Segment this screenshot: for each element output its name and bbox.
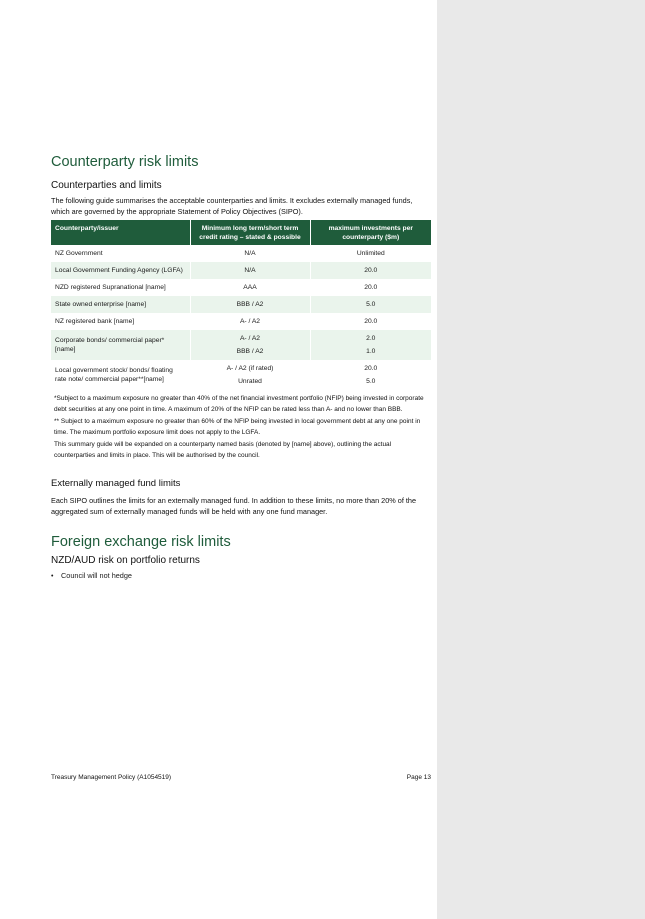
list-item-text: Council will not hedge: [61, 571, 132, 580]
cell-issuer: Corporate bonds/ commercial paper* [name]: [51, 330, 190, 360]
cell-max-line: 2.0: [366, 335, 376, 342]
table-header-row: [51, 220, 431, 245]
section-heading-foreign-exchange-risk-limits: Foreign exchange risk limits: [51, 534, 231, 550]
cell-issuer: NZ registered bank [name]: [55, 318, 135, 325]
cell-issuer: State owned enterprise [name]: [51, 296, 190, 313]
cell-issuer: Local government stock/ bonds/ floating rate note/ commercial paper**[name]: [55, 367, 173, 383]
footer-document-title: Treasury Management Policy (A1054519): [51, 774, 172, 781]
cell-issuer: NZD registered Supranational [name]: [55, 284, 166, 291]
cell-issuer: NZ Government: [55, 250, 103, 257]
cell-max: 20.0: [310, 313, 431, 330]
cell-rating: N/A: [190, 245, 310, 262]
cell-max: 20.0: [310, 262, 431, 279]
comment-pane: [437, 0, 645, 919]
list-item: [51, 570, 431, 582]
cell-rating: N/A: [190, 262, 310, 279]
cell-max: Unlimited: [310, 245, 431, 262]
table-row: [51, 360, 431, 390]
cell-max: [310, 330, 431, 360]
section-heading-counterparty-risk-limits: Counterparty risk limits: [51, 154, 199, 170]
column-header-counterparty: Counterparty/issuer: [51, 220, 190, 245]
note-local-government-debt: ** Subject to a maximum exposure no greater than 60% of the NFIP being invested in local government debt at any one point in time. The maximum portfolio exposure limit does not apply to the LGFA.: [54, 418, 421, 436]
cell-rating-line: Unrated: [238, 378, 262, 385]
cell-rating: A- / A2: [190, 313, 310, 330]
cell-rating: BBB / A2: [190, 296, 310, 313]
cell-rating: AAA: [190, 279, 310, 296]
cell-max: [310, 360, 431, 390]
subheading-nzd-aud-risk: NZD/AUD risk on portfolio returns: [51, 555, 200, 566]
table-row: [51, 313, 431, 330]
note-summary-guide: This summary guide will be expanded on a counterparty named basis (denoted by [name] above), outlining the actual counterparties and limits in place. This will be authorised by the council.: [54, 441, 392, 459]
table-row: [51, 245, 431, 262]
counterparty-limits-table: [51, 220, 431, 390]
column-header-max-investment: maximum investments per counterparty ($m): [310, 220, 431, 245]
page-footer: [51, 773, 431, 782]
cell-rating-line: A- / A2 (if rated): [226, 365, 274, 372]
intro-paragraph: The following guide summarises the acceptable counterparties and limits. It excludes externally managed funds, which are governed by the appropriate Statement of Policy Objectives (SIPO).: [51, 196, 413, 216]
table-row: [51, 296, 431, 313]
cell-max: 20.0: [310, 279, 431, 296]
cell-rating-line: BBB / A2: [236, 348, 264, 355]
table-row: [51, 262, 431, 279]
footer-page-number: Page 13: [406, 774, 431, 781]
subheading-externally-managed-fund-limits: Externally managed fund limits: [51, 478, 181, 489]
cell-max-line: 5.0: [366, 378, 376, 385]
subheading-counterparties-and-limits: Counterparties and limits: [51, 180, 162, 191]
cell-rating: [190, 330, 310, 360]
note-corporate-debt: *Subject to a maximum exposure no greater than 40% of the net financial investment portfolio (NFIP) being invested in corporate debt securities at any one point in time. A maximum of 20% of the NFIP can be rated less than A- and no lower than BBB.: [54, 395, 424, 413]
cell-max-line: 1.0: [366, 348, 376, 355]
cell-rating: [190, 360, 310, 390]
bullet-list: [51, 570, 431, 582]
cell-rating-line: A- / A2: [239, 335, 261, 342]
column-header-credit-rating: Minimum long term/short term credit rating – stated & possible: [190, 220, 310, 245]
cell-max: 5.0: [310, 296, 431, 313]
table-notes: [51, 394, 431, 461]
cell-max-line: 20.0: [364, 365, 378, 372]
bullet-icon: •: [51, 573, 54, 580]
cell-issuer: Local Government Funding Agency (LGFA): [51, 262, 190, 279]
table-row: [51, 330, 431, 360]
page-content: [51, 153, 431, 582]
table-row: [51, 279, 431, 296]
externally-managed-funds-paragraph: Each SIPO outlines the limits for an externally managed fund. In addition to these limits, no more than 20% of the aggregated sum of externally managed funds will be held with any one fund manager.: [51, 496, 417, 516]
